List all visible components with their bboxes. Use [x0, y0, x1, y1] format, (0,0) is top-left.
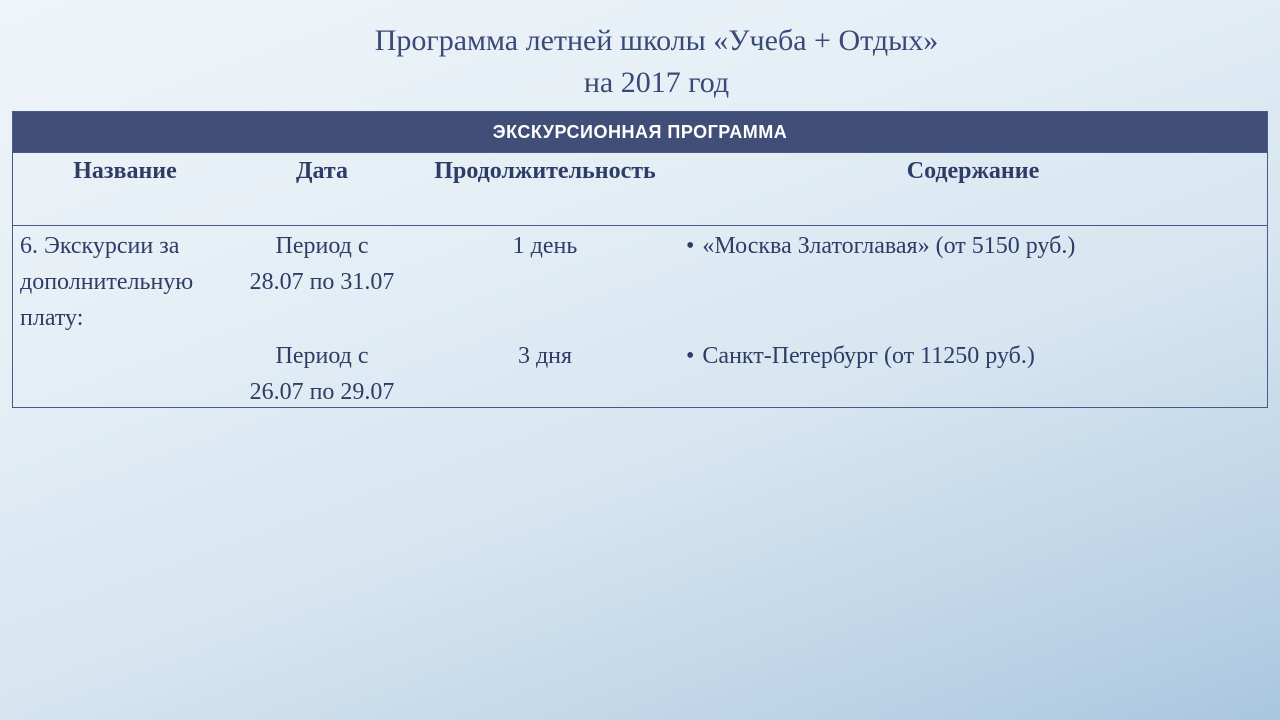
date-1-line-2: 28.07 по 31.07 [249, 269, 395, 295]
header-duration: Продолжительность [434, 158, 656, 184]
excursion-program-table [12, 111, 1268, 408]
date-2-line-2: 26.07 по 29.07 [249, 379, 395, 405]
name-line-2: дополнительную [20, 269, 194, 295]
duration-cell-1: 1 день [512, 233, 578, 259]
table-header-row [13, 153, 1267, 226]
date-cell-1 [222, 228, 422, 300]
table-body [13, 226, 1267, 407]
date-1-line-1: Период с [275, 233, 369, 259]
date-2-line-1: Период с [275, 343, 369, 369]
title-line-1: Программа летней школы «Учеба + Отдых» [374, 24, 939, 57]
slide-title [0, 20, 1280, 104]
bullet-icon: • [686, 233, 695, 259]
table-banner: ЭКСКУРСИОННАЯ ПРОГРАММА [13, 112, 1267, 153]
header-name: Название [73, 158, 177, 184]
duration-cell-2: 3 дня [517, 343, 573, 369]
excursion-name-cell [20, 228, 230, 336]
bullet-icon: • [686, 343, 695, 369]
content-2-text: Санкт-Петербург (от 11250 руб.) [702, 343, 1035, 369]
date-cell-2 [222, 338, 422, 410]
title-line-2: на 2017 год [583, 66, 730, 99]
header-content: Содержание [906, 158, 1040, 184]
content-cell-1 [686, 228, 1246, 264]
content-1-text: «Москва Златоглавая» (от 5150 руб.) [702, 233, 1076, 259]
name-line-3: плату: [20, 305, 84, 331]
content-cell-2 [686, 338, 1246, 374]
header-date: Дата [296, 158, 348, 184]
name-line-1: 6. Экскурсии за [20, 233, 180, 259]
